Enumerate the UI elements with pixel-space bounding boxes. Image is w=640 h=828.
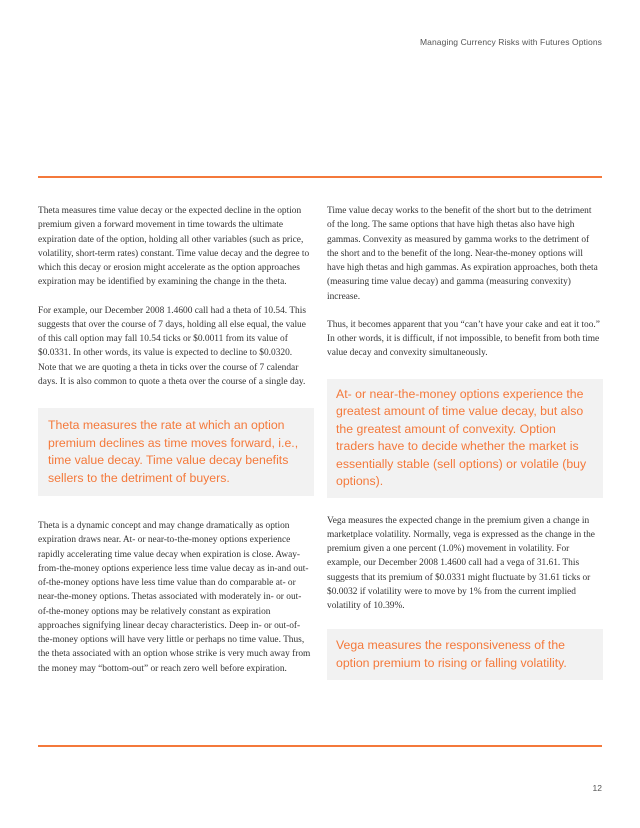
theta-definition-paragraph: Theta measures time value decay or the expected decline in the option premium given a forward movement in time towards the ultimate expiration date of the option, holding all other variables (such as price, volatility, short-term rates) constant. Time value decay and the degree to which this decay or erosion might accelerate as the option approaches expiration may be identified by examining the change in the theta. (38, 206, 310, 288)
left-column (38, 204, 312, 676)
right-column (327, 204, 601, 680)
theta-callout: Theta measures the rate at which an option premium declines as time moves forward, i.e., time value decay. Time value decay benefits sellers to the detriment of buyers. (38, 408, 314, 496)
convexity-callout: At- or near-the-money options experience the greatest amount of time value decay, but also the greatest amount of convexity. Option traders have to decide whether the market is essentially stable (sell options) or volatile (buy options). (327, 379, 603, 498)
running-header: Managing Currency Risks with Futures Options (419, 37, 602, 47)
vega-paragraph: Vega measures the expected change in the premium given a change in marketplace volatility. Normally, vega is expressed as the change in the premium given a one percent (1.0%) movement in volatility. For example, our December 2008 1.4600 call had a vega of 31.61. This suggests that its premium of $0.0331 might fluctuate by 31.61 ticks or $0.0032 if volatility were to move by 1% from the current implied volatility of 10.39%. (327, 515, 595, 611)
theta-dynamics-paragraph: Theta is a dynamic concept and may change dramatically as option expiration draws near. At- or near-to-the-money options experience rapidly accelerating time value decay when expiration is close. Away-from-the-money options experience less time value decay as in-and out-of-the-money options have less time value than do comparable at- or near-the-money options. Thetas associated with moderately in- or out-of-the-money options may be relatively constant as expiration approaches signifying linear decay characteristics. Deep in- or out-of-the-money options will have very little or perhaps no time value. Thus, the theta associated with an option whose strike is very much away from the money may “bottom-out” or reach zero well before expiration. (38, 521, 311, 674)
cake-paragraph: Thus, it becomes apparent that you “can’t have your cake and eat it too.” In other words, it is difficult, if not impossible, to benefit from both time value decay and convexity simultaneously. (327, 319, 600, 359)
theta-example-paragraph: For example, our December 2008 1.4600 call had a theta of 10.54. This suggests that over the course of 7 days, holding all else equal, the value of this call option may fall 10.54 ticks or $0.0011 from its value of $0.0331. In other words, its value is expected to decline to $0.0320. Note that we are quoting a theta in ticks over the course of 7 calendar days. It is also common to quote a theta over the course of a single day. (38, 305, 306, 387)
top-rule (38, 176, 602, 178)
bottom-rule (38, 745, 602, 747)
page-number: 12 (592, 783, 602, 793)
vega-callout: Vega measures the responsiveness of the option premium to rising or falling volatility. (327, 629, 603, 680)
time-decay-paragraph: Time value decay works to the benefit of the short but to the detriment of the long. The same options that have high thetas also have high gammas. Convexity as measured by gamma works to the detriment of the short and to the benefit of the long. Near-the-money options will have high thetas and high gammas. As expiration approaches, both theta (measuring time value decay) and gamma (measuring convexity) increase. (327, 206, 598, 302)
